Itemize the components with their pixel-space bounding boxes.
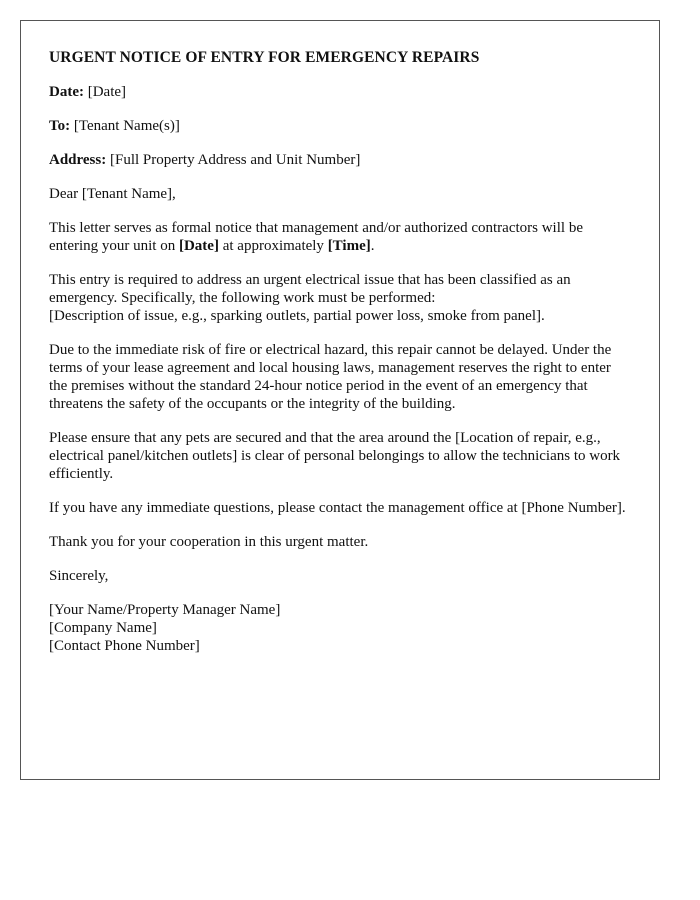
paragraph-thanks: Thank you for your cooperation in this urgent matter. [49,534,369,550]
paragraph-contact: If you have any immediate questions, please contact the management office at [Phone Number]. [49,500,626,516]
to-value: [Tenant Name(s)] [73,118,180,134]
date-field [49,83,631,101]
notice-text-b: at approximately [218,238,328,254]
to-label: To: [49,118,71,134]
paragraph-issue [49,271,631,325]
notice-date: [Date] [178,238,219,254]
address-field [49,151,631,169]
date-value: [Date] [87,84,127,100]
paragraph-notice [49,219,631,255]
paragraph-preparation: Please ensure that any pets are secured and that the area around the [Location of repair, e.g., electrical panel/kitchen outlets] is clear of personal belongings to allow the technicians to work efficiently. [49,430,621,482]
closing: Sincerely, [49,568,109,584]
signature-block [49,601,631,655]
paragraph-risk: Due to the immediate risk of fire or electrical hazard, this repair cannot be delayed. Under the terms of your lease agreement and local housing laws, management reserves the right to enter the premises without the standard 24-hour notice period in the event of an emergency that threatens the safety of the occupants or the integrity of the building. [49,342,612,412]
notice-text-a: This letter serves as formal notice that management and/or authorized contractors will be entering your unit on [49,220,583,254]
notice-time: [Time] [327,238,371,254]
letter-document [20,20,660,780]
signature-phone: [Contact Phone Number] [49,638,200,654]
issue-description: [Description of issue, e.g., sparking outlets, partial power loss, smoke from panel]. [49,308,545,324]
address-value: [Full Property Address and Unit Number] [109,152,361,168]
notice-text-c: . [370,238,375,254]
signature-company: [Company Name] [49,620,157,636]
letter-title: URGENT NOTICE OF ENTRY FOR EMERGENCY REPAIRS [49,49,480,66]
date-label: Date: [49,84,84,100]
to-field [49,117,631,135]
salutation: Dear [Tenant Name], [49,186,176,202]
signature-name: [Your Name/Property Manager Name] [49,602,281,618]
address-label: Address: [49,152,107,168]
issue-text: This entry is required to address an urgent electrical issue that has been classified as an emergency. Specifically, the following work must be performed: [49,272,571,306]
